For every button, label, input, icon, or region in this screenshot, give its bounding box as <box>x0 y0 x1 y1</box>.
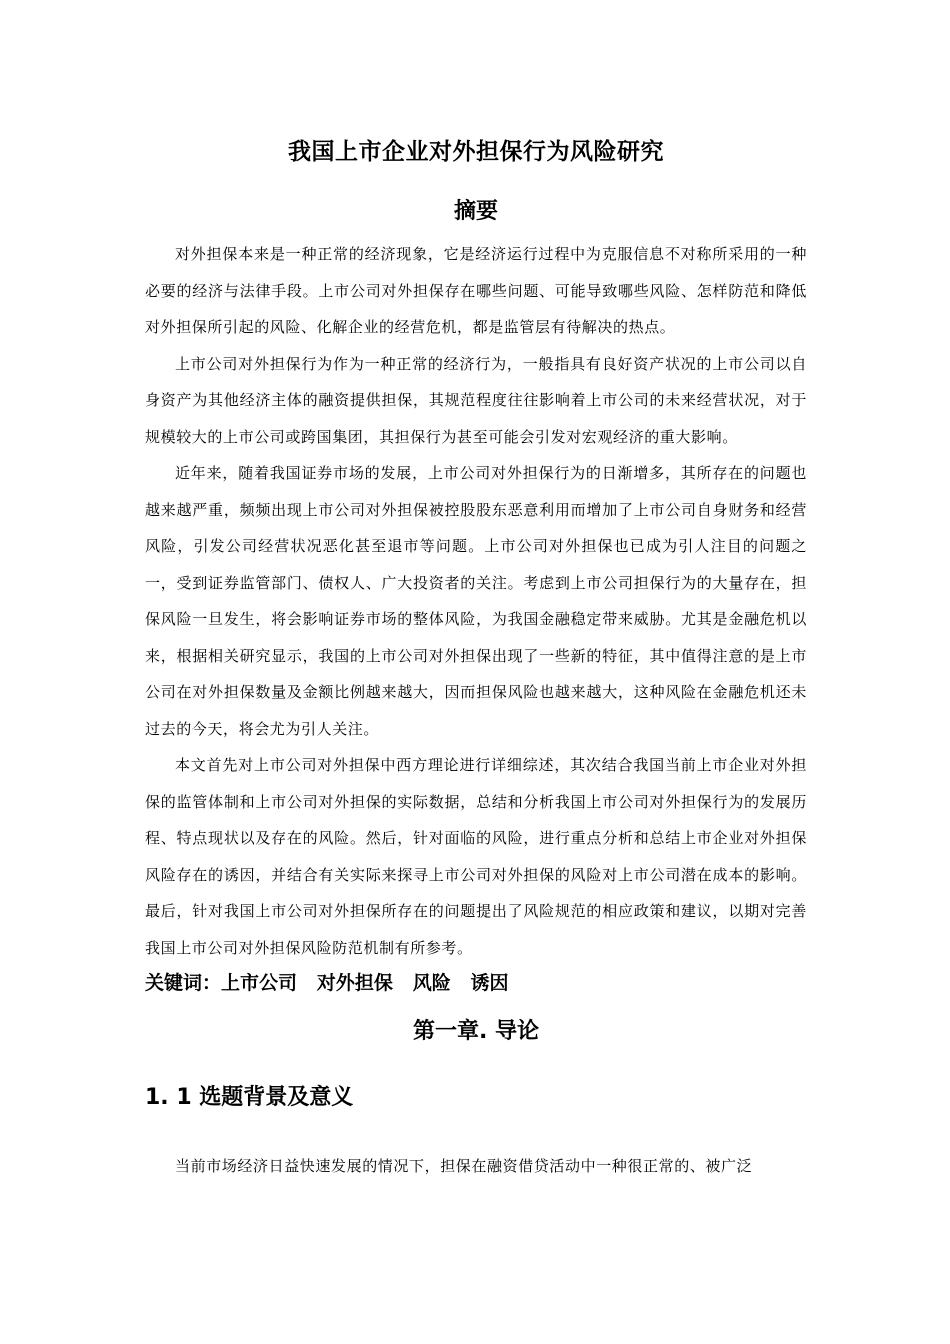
abstract-paragraph-3: 近年来，随着我国证券市场的发展，上市公司对外担保行为的日渐增多，其所存在的问题也越来越严重，频频出现上市公司对外担保被控股股东恶意利用而增加了上市公司自身财务和经营风险，引发公司经营状况恶化甚至退市等问题。上市公司对外担保也已成为引人注目的问题之一，受到证券监管部门、债权人、广大投资者的关注。考虑到上市公司担保行为的大量存在，担保风险一旦发生，将会影响证券市场的整体风险，为我国金融稳定带来威胁。尤其是金融危机以来，根据相关研究显示，我国的上市公司对外担保出现了一些新的特征，其中值得注意的是上市公司在对外担保数量及金额比例越来越大，因而担保风险也越来越大，这种风险在金融危机还未过去的今天，将会尤为引人关注。 <box>145 464 807 738</box>
abstract-paragraph-1: 对外担保本来是一种正常的经济现象，它是经济运行过程中为克服信息不对称所采用的一种必要的经济与法律手段。上市公司对外担保存在哪些问题、可能导致哪些风险、怎样防范和降低对外担保所引起的风险、化解企业的经营危机，都是监管层有待解决的热点。 <box>145 245 807 336</box>
section-heading: 1. 1 选题背景及意义 <box>145 1085 354 1110</box>
chapter-heading: 第一章. 导论 <box>412 1019 540 1044</box>
abstract-paragraph-4: 本文首先对上市公司对外担保中西方理论进行详细综述，其次结合我国当前上市企业对外担保的监管体制和上市公司对外担保的实际数据，总结和分析我国上市公司对外担保行为的发展历程、特点现状以及存在的风险。然后，针对面临的风险，进行重点分析和总结上市企业对外担保风险存在的诱因，并结合有关实际来探寻上市公司对外担保的风险对上市公司潜在成本的影响。最后，针对我国上市公司对外担保所存在的问题提出了风险规范的相应政策和建议，以期对完善我国上市公司对外担保风险防范机制有所参考。 <box>145 756 807 957</box>
abstract-heading: 摘要 <box>453 199 498 224</box>
abstract-paragraph-2: 上市公司对外担保行为作为一种正常的经济行为，一般指具有良好资产状况的上市公司以自身资产为其他经济主体的融资提供担保，其规范程度往往影响着上市公司的未来经营状况，对于规模较大的上市公司或跨国集团，其担保行为甚至可能会引发对宏观经济的重大影响。 <box>145 354 807 446</box>
document-page <box>145 130 807 1185</box>
document-title: 我国上市企业对外担保行为风险研究 <box>288 139 664 165</box>
body-paragraph: 当前市场经济日益快速发展的情况下，担保在融资借贷活动中一种很正常的、被广泛 <box>175 1157 753 1175</box>
keywords-line: 关键词：上市公司 对外担保 风险 诱因 <box>145 972 509 994</box>
